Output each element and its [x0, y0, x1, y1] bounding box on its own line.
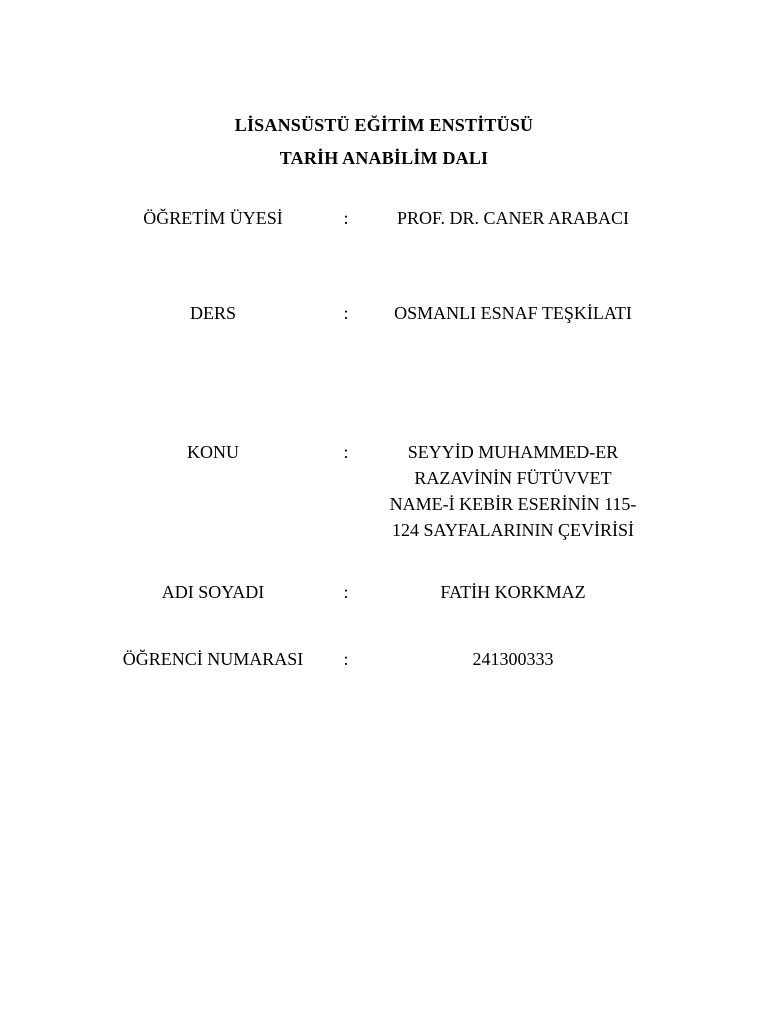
name-surname-label: ADI SOYADI — [161, 582, 265, 602]
faculty-member-label: ÖĞRETİM ÜYESİ — [143, 208, 283, 228]
name-surname-colon: : — [343, 582, 349, 602]
topic-label: KONU — [187, 442, 239, 462]
name-surname-value: FATİH KORKMAZ — [440, 582, 586, 602]
course-value: OSMANLI ESNAF TEŞKİLATI — [394, 303, 632, 323]
topic-value-line: 124 SAYFALARININ ÇEVİRİSİ — [391, 520, 634, 540]
student-number-value: 241300333 — [472, 649, 554, 669]
topic-value-line: RAZAVİNİN FÜTÜVVET — [414, 468, 612, 488]
institute-heading: LİSANSÜSTÜ EĞİTİM ENSTİTÜSÜ — [234, 115, 534, 135]
faculty-member-value: PROF. DR. CANER ARABACI — [396, 208, 630, 228]
faculty-member-colon: : — [343, 208, 349, 228]
student-number-label: ÖĞRENCİ NUMARASI — [122, 649, 304, 669]
department-heading: TARİH ANABİLİM DALI — [279, 148, 489, 168]
course-colon: : — [343, 303, 349, 323]
student-number-colon: : — [343, 649, 349, 669]
topic-value — [360, 439, 666, 543]
course-label: DERS — [189, 303, 236, 323]
topic-value-line: NAME-İ KEBİR ESERİNİN 115- — [389, 494, 637, 514]
topic-value-line: SEYYİD MUHAMMED-ER — [407, 442, 619, 462]
topic-colon: : — [343, 442, 349, 462]
